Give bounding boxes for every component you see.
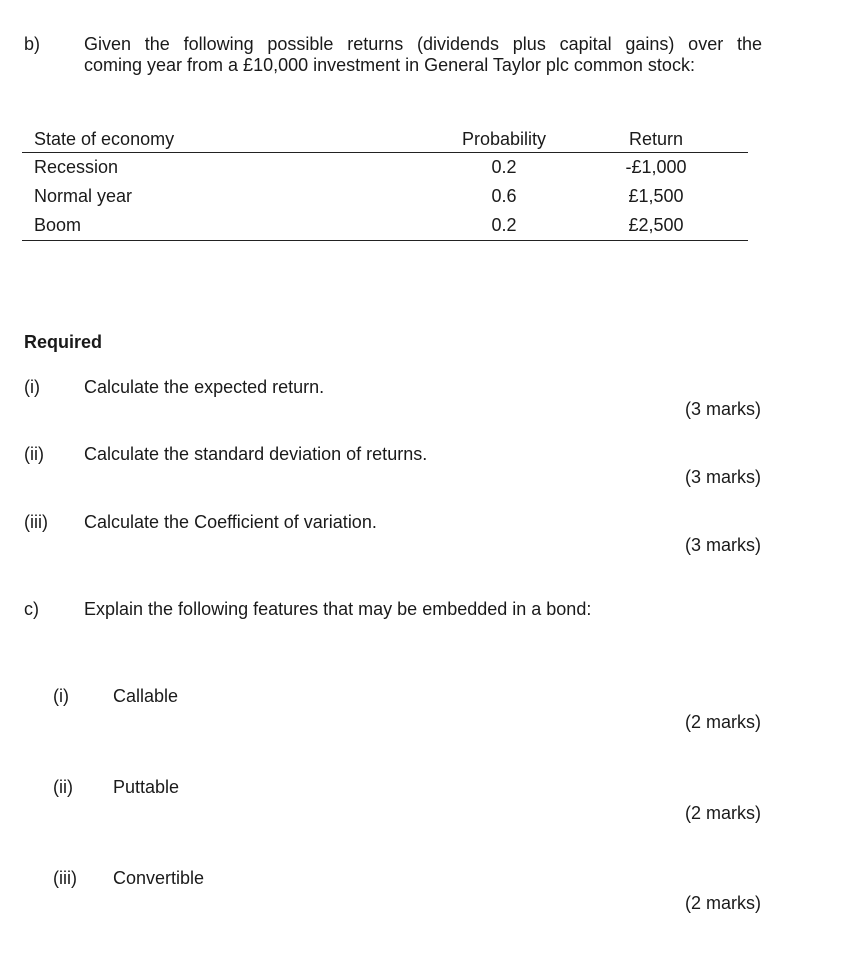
feature-number: (ii) [53,777,73,797]
returns-table [22,129,748,241]
header-state: State of economy [22,129,404,153]
part-c-label: c) [24,599,39,619]
intro-line-2: coming year from a £10,000 investment in General Taylor plc common stock: [84,55,695,75]
part-c-text: Explain the following features that may be embedded in a bond: [84,599,592,619]
marks-label: (2 marks) [685,803,761,823]
feature-number: (iii) [53,868,77,888]
cell-return: £2,500 [604,211,748,241]
feature-text: Convertible [113,868,205,888]
cell-probability: 0.2 [491,157,517,177]
question-text: Calculate the expected return. [84,377,325,397]
cell-probability: 0.6 [491,186,517,206]
cell-return: -£1,000 [625,157,687,177]
feature-number: (i) [53,686,69,706]
table-row [22,211,748,241]
required-heading: Required [24,332,103,352]
header-probability: Probability [404,129,604,153]
marks-label: (3 marks) [685,535,761,555]
question-text: Calculate the Coefficient of variation. [84,512,377,532]
marks-label: (3 marks) [685,399,761,419]
question-number: (ii) [24,444,44,464]
intro-line-1: Given the following possible returns (dividends plus capital gains) over the [84,34,762,54]
feature-text: Puttable [113,777,180,797]
feature-text: Callable [113,686,179,706]
table-row [22,153,748,183]
question-number: (i) [24,377,40,397]
cell-return: £1,500 [628,186,684,206]
part-b-intro [84,34,762,76]
cell-state: Boom [22,211,404,241]
marks-label: (2 marks) [685,712,761,732]
question-text: Calculate the standard deviation of returns. [84,444,428,464]
cell-state: Recession [34,157,119,177]
marks-label: (3 marks) [685,467,761,487]
cell-probability: 0.2 [404,211,604,241]
table-header-row [22,129,748,153]
marks-label: (2 marks) [685,893,761,913]
table-row [22,182,748,211]
cell-state: Normal year [34,186,133,206]
question-number: (iii) [24,512,48,532]
header-return: Return [604,129,748,153]
part-b-label: b) [24,34,41,54]
